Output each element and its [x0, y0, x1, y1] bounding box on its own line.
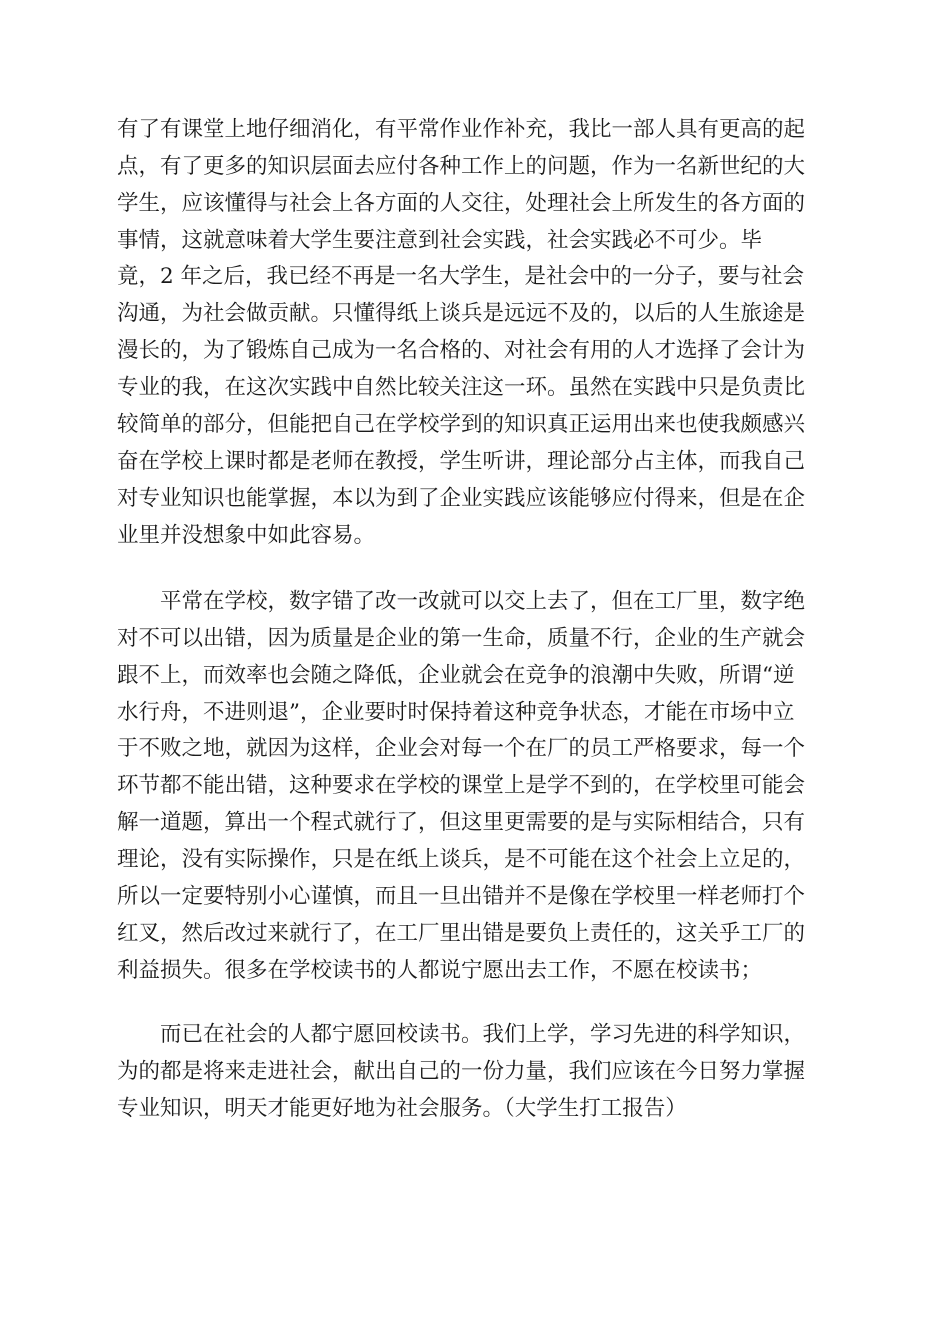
paragraph-line: 利益损失。很多在学校读书的人都说宁愿出去工作，不愿在校读书；	[117, 958, 763, 983]
paragraph-line: 而已在社会的人都宁愿回校读书。我们上学，学习先进的科学知识，	[160, 1022, 806, 1047]
paragraph-line: 平常在学校，数字错了改一改就可以交上去了，但在工厂里，数字绝	[160, 589, 806, 614]
paragraph-line: 水行舟，不进则退”，企业要时时保持着这种竞争状态，才能在市场中立	[117, 700, 795, 725]
paragraph-line: 为的都是将来走进社会，献出自己的一份力量，我们应该在今日努力掌握	[117, 1059, 806, 1084]
paragraph-line: 沟通，为社会做贡献。只懂得纸上谈兵是远远不及的，以后的人生旅途是	[117, 301, 806, 326]
paragraph-line: 漫长的，为了锻炼自己成为一名合格的、对社会有用的人才选择了会计为	[117, 338, 806, 363]
paragraph-line: 学生，应该懂得与社会上各方面的人交往，处理社会上所发生的各方面的	[117, 191, 806, 216]
paragraph-line: 环节都不能出错，这种要求在学校的课堂上是学不到的，在学校里可能会	[117, 773, 806, 798]
paragraph-line: 跟不上，而效率也会随之降低，企业就会在竞争的浪潮中失败，所谓“逆	[117, 663, 795, 688]
paragraph-line: 点，有了更多的知识层面去应付各种工作上的问题，作为一名新世纪的大	[117, 154, 806, 179]
paragraph-line: 所以一定要特别小心谨慎，而且一旦出错并不是像在学校里一样老师打个	[117, 884, 806, 909]
paragraph-line: 较简单的部分，但能把自己在学校学到的知识真正运用出来也使我颇感兴	[117, 412, 806, 437]
paragraph-line: 专业知识，明天才能更好地为社会服务。（大学生打工报告）	[117, 1096, 687, 1121]
paragraph-line: 红叉，然后改过来就行了，在工厂里出错是要负上责任的，这关乎工厂的	[117, 921, 806, 946]
paragraph-line: 事情，这就意味着大学生要注意到社会实践，社会实践必不可少。毕	[117, 228, 763, 253]
paragraph-line: 理论，没有实际操作，只是在纸上谈兵，是不可能在这个社会上立足的，	[117, 847, 806, 872]
paragraph-line: 有了有课堂上地仔细消化，有平常作业作补充，我比一部人具有更高的起	[117, 117, 806, 142]
paragraph-line: 竟，2 年之后，我已经不再是一名大学生，是社会中的一分子，要与社会	[117, 264, 805, 289]
paragraph-line: 业里并没想象中如此容易。	[117, 523, 376, 548]
paragraph-line: 专业的我，在这次实践中自然比较关注这一环。虽然在实践中只是负责比	[117, 375, 806, 400]
paragraph-line: 解一道题，算出一个程式就行了，但这里更需要的是与实际相结合，只有	[117, 810, 806, 835]
paragraph-line: 对不可以出错，因为质量是企业的第一生命，质量不行，企业的生产就会	[117, 626, 806, 651]
paragraph-line: 奋在学校上课时都是老师在教授，学生听讲，理论部分占主体，而我自己	[117, 449, 806, 474]
paragraph-line: 于不败之地，就因为这样，企业会对每一个在厂的员工严格要求，每一个	[117, 736, 806, 761]
paragraph-line: 对专业知识也能掌握，本以为到了企业实践应该能够应付得来，但是在企	[117, 486, 806, 511]
